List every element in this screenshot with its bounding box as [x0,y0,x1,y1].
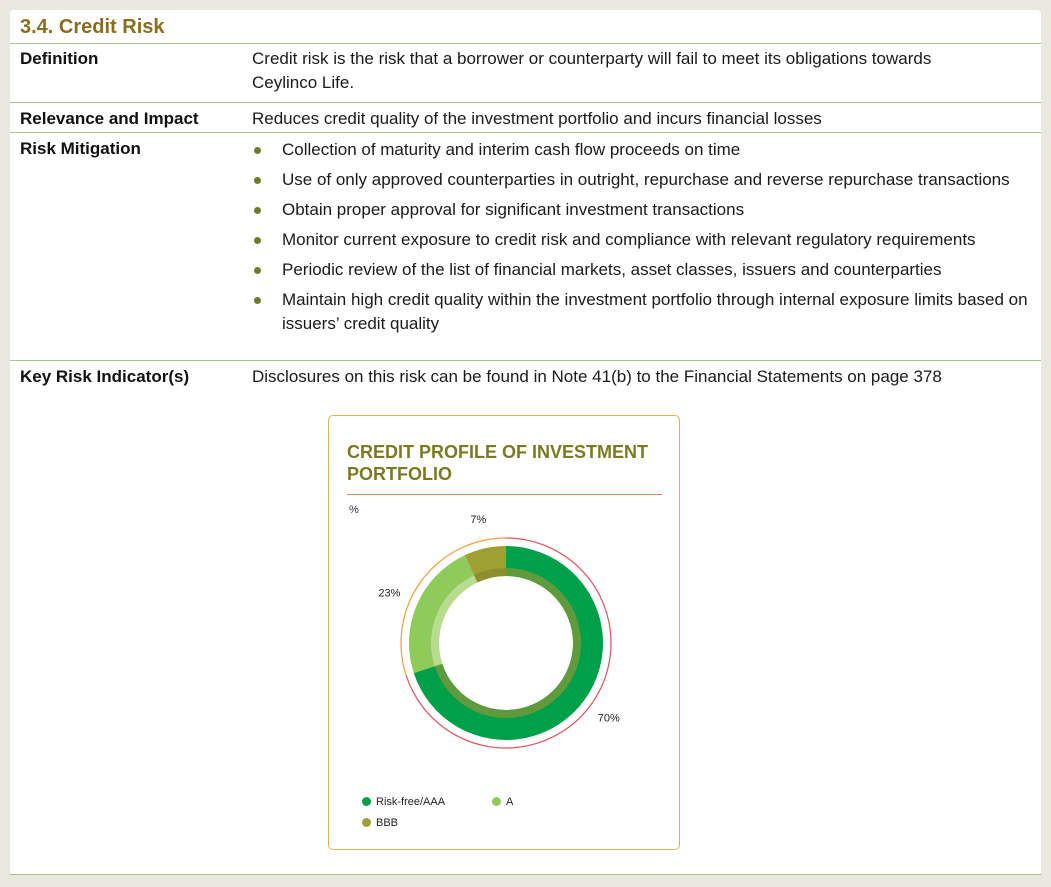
divider [10,102,1041,103]
bullet-icon [254,147,261,154]
bullet-icon [254,207,261,214]
bullet-icon [254,237,261,244]
list-item: Collection of maturity and interim cash flow proceeds on time [252,138,1037,162]
mitigation-label: Risk Mitigation [20,139,141,158]
donut-chart [329,416,679,849]
chart-unit: % [349,504,359,516]
legend-swatch-icon [362,797,371,806]
credit-risk-panel [10,10,1041,875]
legend-item-risk-free: Risk-free/AAA [362,796,445,808]
definition-text-line1: Credit risk is the risk that a borrower or counterparty will fail to meet its obligations towards [252,49,932,68]
list-item: Use of only approved counterparties in outright, repurchase and reverse repurchase transactions [252,168,1037,192]
divider [10,360,1041,361]
chart-card [328,415,680,850]
divider [10,43,1041,44]
definition-text-line2: Ceylinco Life. [252,73,355,92]
bullet-icon [254,297,261,304]
slice-label-a: 23% [378,587,401,600]
bullet-icon [254,267,261,274]
kri-label: Key Risk Indicator(s) [20,367,190,386]
list-item: Monitor current exposure to credit risk and compliance with relevant regulatory requirements [252,228,1037,252]
chart-title: CREDIT PROFILE OF INVESTMENT PORTFOLIO [347,442,649,484]
legend-item-bbb: BBB [362,817,398,829]
section-title: 3.4. Credit Risk [20,16,165,38]
mitigation-list [252,138,1037,342]
legend-item-a: A [492,796,513,808]
bullet-icon [254,177,261,184]
definition-label: Definition [20,49,99,68]
list-item: Obtain proper approval for significant investment transactions [252,198,1037,222]
divider [10,874,1041,875]
legend-swatch-icon [492,797,501,806]
list-item: Periodic review of the list of financial markets, asset classes, issuers and counterparties [252,258,1037,282]
list-item: Maintain high credit quality within the investment portfolio through internal exposure limits based on issuers’ credit quality [252,288,1037,336]
slice-label-risk-free: 70% [597,712,620,725]
legend-swatch-icon [362,818,371,827]
relevance-text: Reduces credit quality of the investment portfolio and incurs financial losses [252,109,822,128]
divider [10,132,1041,133]
kri-text: Disclosures on this risk can be found in Note 41(b) to the Financial Statements on page 378 [252,367,942,386]
slice-label-bbb: 7% [470,514,487,527]
relevance-label: Relevance and Impact [20,109,199,128]
